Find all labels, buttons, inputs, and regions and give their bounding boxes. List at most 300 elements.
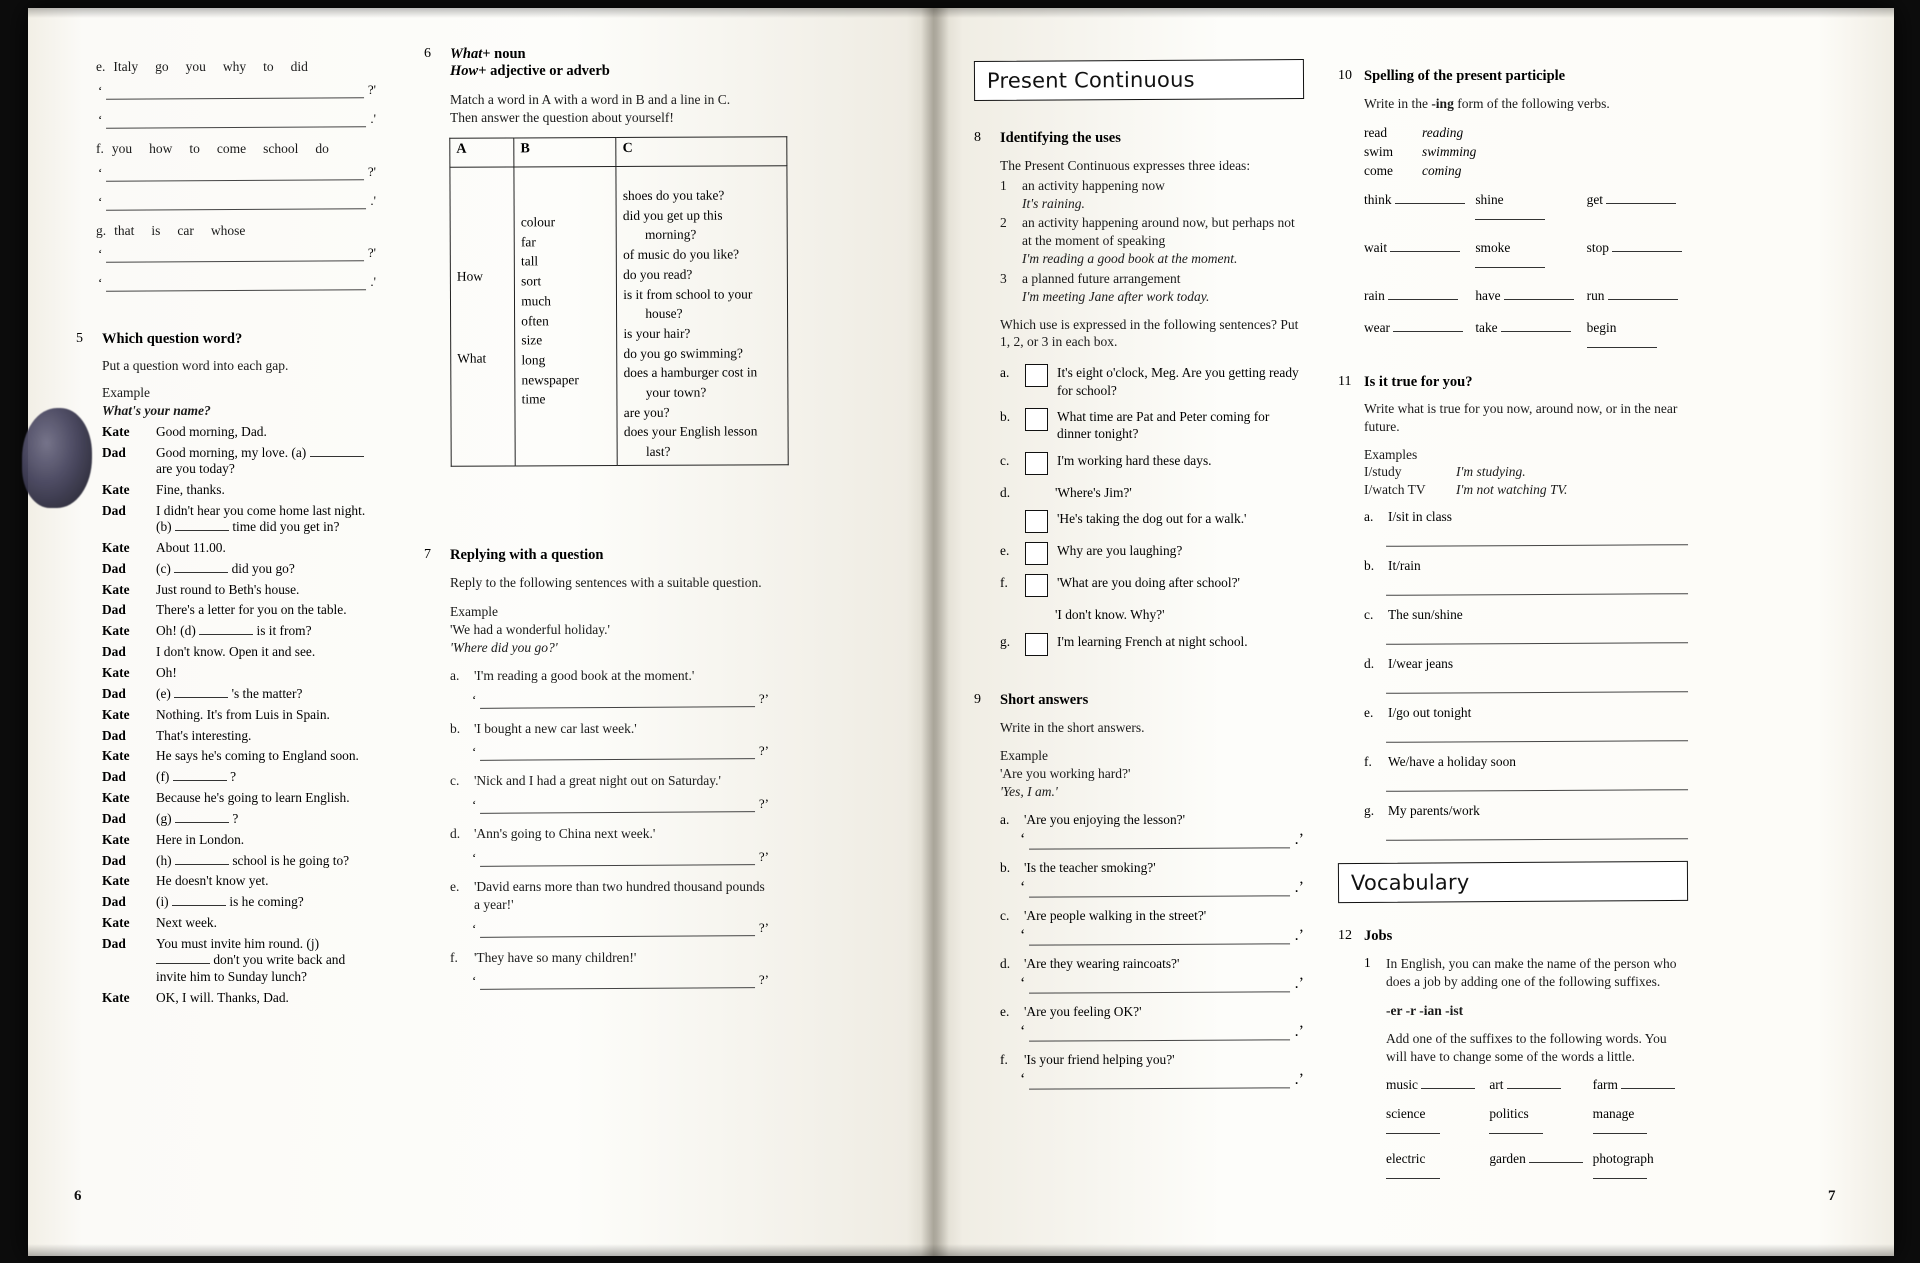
item-letter: a. xyxy=(1000,365,1010,381)
write-line[interactable] xyxy=(1029,928,1290,945)
exercise-5-example: What's your name? xyxy=(102,403,211,419)
right-column-two xyxy=(1338,68,1688,1196)
job-word-item xyxy=(1489,1151,1584,1183)
dialogue-speaker: Dad xyxy=(102,444,126,460)
dialogue-speaker: Kate xyxy=(102,915,130,931)
use-example: I'm reading a good book at the moment. xyxy=(1022,251,1238,267)
write-line[interactable] xyxy=(1029,1072,1290,1089)
dialogue-text: (e) 's the matter? xyxy=(156,685,303,701)
write-line[interactable] xyxy=(1386,723,1688,743)
job-answer-blank[interactable] xyxy=(1386,1167,1440,1179)
item-text: I'm working hard these days. xyxy=(1057,452,1212,468)
verb-answer-blank[interactable] xyxy=(1612,240,1682,252)
column-b-word: sort xyxy=(521,273,542,289)
left-column-one xyxy=(76,46,376,1019)
item-letter: f. xyxy=(1364,753,1372,769)
write-line[interactable] xyxy=(480,849,755,867)
exercise-9 xyxy=(974,692,1304,1089)
verb-label: wear xyxy=(1364,319,1391,335)
dialogue-text: He says he's coming to England soon. xyxy=(156,748,359,764)
use-checkbox[interactable] xyxy=(1025,452,1048,475)
exercise-7-item xyxy=(450,772,769,790)
write-line[interactable] xyxy=(480,973,755,991)
column-c-phrases xyxy=(623,169,782,462)
exercise-5 xyxy=(76,331,376,1005)
exercise-6-title-line2 xyxy=(450,63,769,80)
use-example: It's raining. xyxy=(1022,195,1085,211)
exercise-10 xyxy=(1338,68,1688,352)
use-row xyxy=(1000,177,1304,213)
item-text: Why are you laughing? xyxy=(1057,543,1183,559)
use-checkbox[interactable] xyxy=(1025,408,1048,431)
column-c-phrase: last? xyxy=(645,443,671,459)
checkbox-item xyxy=(1000,408,1304,443)
open-quote: ‘ xyxy=(472,744,477,760)
exercise-12-word-grid xyxy=(1386,1077,1688,1183)
dialogue-speaker: Kate xyxy=(102,748,130,764)
adjective-suffix: + adjective or adverb xyxy=(478,63,610,79)
line-tail: .' xyxy=(370,274,376,290)
dialogue-row xyxy=(102,769,376,785)
fill-blank[interactable] xyxy=(199,623,253,635)
write-line[interactable] xyxy=(480,744,755,762)
item-letter: f. xyxy=(450,949,458,965)
verb-blank-item xyxy=(1364,240,1465,272)
write-line[interactable] xyxy=(1029,880,1290,897)
answer-line[interactable] xyxy=(1020,927,1304,945)
example-answer: I'm studying. xyxy=(1456,464,1526,480)
exercise-11-examples xyxy=(1364,463,1688,499)
item-text: It's eight o'clock, Meg. Are you getting ready for school? xyxy=(1057,365,1299,398)
job-base-word: politics xyxy=(1489,1106,1529,1122)
verb-answer-blank[interactable] xyxy=(1395,192,1465,204)
exercise-7-example-answer: 'Where did you go?' xyxy=(450,639,558,655)
dialogue-speaker: Dad xyxy=(102,727,126,743)
exercise-6-instruction-line2: Then answer the question about yourself! xyxy=(450,109,674,125)
item-text: 'I'm reading a good book at the moment.' xyxy=(474,667,695,683)
item-text: 'Is the teacher smoking?' xyxy=(1024,859,1156,875)
fill-blank[interactable] xyxy=(174,561,228,573)
exercise-8-title: Identifying the uses xyxy=(1000,130,1121,146)
job-answer-blank[interactable] xyxy=(1593,1122,1647,1134)
exercise-11-item xyxy=(1364,656,1688,672)
item-text: 'They have so many children!' xyxy=(474,949,637,965)
job-word-item xyxy=(1489,1106,1584,1138)
exercise-9-example-question: 'Are you working hard?' xyxy=(1000,766,1131,782)
fill-blank[interactable] xyxy=(175,853,229,865)
open-quote: ‘ xyxy=(98,275,103,291)
answer-line[interactable] xyxy=(98,193,376,210)
exercise-8-number: 8 xyxy=(974,130,981,145)
dialogue-speaker: Kate xyxy=(102,790,130,806)
answer-line[interactable] xyxy=(472,972,769,989)
line-tail: ?’ xyxy=(758,690,769,706)
fill-blank[interactable] xyxy=(172,894,226,906)
item-letter: g. xyxy=(96,222,107,238)
write-line[interactable] xyxy=(106,246,364,264)
dialogue-row xyxy=(102,832,376,848)
exercise-7-instruction: Reply to the following sentences with a suitable question. xyxy=(450,575,762,591)
item-letter: d. xyxy=(1000,955,1011,971)
open-quote: ‘ xyxy=(98,164,103,180)
column-c-phrase: is your hair? xyxy=(623,325,691,341)
verb-label: wait xyxy=(1364,239,1388,255)
dialogue-text: Fine, thanks. xyxy=(156,481,225,497)
exercise-7-item xyxy=(450,720,769,738)
write-line[interactable] xyxy=(1386,772,1688,792)
exercise-9-item xyxy=(1000,908,1304,924)
item-letter: c. xyxy=(1364,606,1374,622)
dialogue-speaker: Dad xyxy=(102,560,126,576)
dialogue-speaker: Kate xyxy=(102,539,130,555)
dialogue-row xyxy=(102,915,376,931)
write-line[interactable] xyxy=(1386,821,1688,841)
scramble-word: come xyxy=(216,140,247,156)
column-b-word: colour xyxy=(520,213,556,230)
section-banner-present-continuous: Present Continuous xyxy=(974,59,1304,101)
job-answer-blank[interactable] xyxy=(1386,1122,1440,1134)
scramble-word: to xyxy=(189,140,200,156)
dialogue-text: Oh! xyxy=(156,665,177,680)
verb-answer-blank[interactable] xyxy=(1501,320,1571,332)
item-letter: e. xyxy=(1000,543,1010,559)
dialogue-row xyxy=(102,445,376,478)
dialogue-text: (c) did you go? xyxy=(156,560,295,576)
use-row xyxy=(1000,214,1304,267)
write-line[interactable] xyxy=(1386,625,1688,645)
job-base-word: manage xyxy=(1592,1106,1635,1122)
dialogue-row xyxy=(102,665,376,681)
exercise-12-number: 12 xyxy=(1338,927,1352,943)
item-letter: a. xyxy=(450,667,460,683)
verb-answer-blank[interactable] xyxy=(1475,208,1545,220)
answer-line[interactable] xyxy=(98,245,376,262)
open-quote: ‘ xyxy=(472,920,477,936)
verb-answer-blank[interactable] xyxy=(1587,336,1657,348)
item-letter: b. xyxy=(450,720,461,736)
exercise-11-item xyxy=(1364,754,1688,770)
line-tail: ?’ xyxy=(758,743,769,759)
line-tail: .’ xyxy=(1294,1070,1304,1088)
truth-example xyxy=(1364,481,1688,499)
item-letter: c. xyxy=(450,773,460,789)
write-line[interactable] xyxy=(106,275,366,293)
example-answer: I'm not watching TV. xyxy=(1456,482,1568,498)
dialogue-speaker: Kate xyxy=(102,665,130,680)
scramble-word: you xyxy=(111,140,133,156)
cell-column-b xyxy=(514,166,617,465)
line-tail: ?’ xyxy=(758,919,769,935)
column-a-word: How xyxy=(456,268,483,284)
fill-blank[interactable] xyxy=(310,445,364,457)
write-line[interactable] xyxy=(1029,976,1290,993)
job-base-word: farm xyxy=(1592,1077,1618,1093)
dialogue-row xyxy=(102,748,376,764)
item-letter: d. xyxy=(450,826,461,842)
column-c-phrase: is it from school to your xyxy=(623,285,753,302)
noun-suffix: + noun xyxy=(482,46,526,62)
answer-line[interactable] xyxy=(472,920,769,937)
exercise-7-example-label: Example xyxy=(450,604,498,620)
dialogue-text: Nothing. It's from Luis in Spain. xyxy=(156,706,330,722)
dialogue-row xyxy=(102,424,376,440)
use-body: a planned future arrangement I'm meeting Jane after work today. xyxy=(1022,270,1304,306)
fill-blank[interactable] xyxy=(175,519,229,531)
answer-line[interactable] xyxy=(98,82,376,99)
dialogue-speaker: Dad xyxy=(102,894,126,910)
item-text: 'I don't know. Why?' xyxy=(1055,607,1165,623)
answer-line[interactable] xyxy=(472,849,769,866)
verb-blank-item xyxy=(1475,288,1576,304)
job-answer-blank[interactable] xyxy=(1507,1077,1561,1089)
item-letter: a. xyxy=(1364,508,1374,524)
exercise-9-instruction: Write in the short answers. xyxy=(1000,719,1145,735)
answer-line[interactable] xyxy=(1020,831,1304,849)
dialogue-text: Next week. xyxy=(156,915,217,931)
job-answer-blank[interactable] xyxy=(1421,1077,1475,1089)
answer-line[interactable] xyxy=(1020,975,1304,993)
job-base-word: garden xyxy=(1489,1151,1526,1167)
dialogue-speaker: Dad xyxy=(102,685,126,701)
book-spread xyxy=(28,8,1894,1256)
dialogue-row xyxy=(102,582,376,598)
item-letter: f. xyxy=(1000,1051,1008,1067)
verb-answer-blank[interactable] xyxy=(1475,256,1545,268)
book-gutter xyxy=(921,8,949,1256)
use-checkbox[interactable] xyxy=(1025,510,1048,533)
exercise-10-verb-grid xyxy=(1364,192,1688,352)
job-answer-blank[interactable] xyxy=(1621,1077,1675,1089)
answer-line[interactable] xyxy=(472,691,769,708)
open-quote: ‘ xyxy=(1020,830,1026,848)
dialogue-row xyxy=(102,790,376,806)
exercise-11-item xyxy=(1364,509,1688,525)
item-letter: b. xyxy=(1000,408,1011,424)
write-line[interactable] xyxy=(1386,527,1688,547)
ing-form: coming xyxy=(1422,162,1462,178)
exercise-10-instruction xyxy=(1364,95,1688,113)
job-word-item xyxy=(1593,1151,1688,1183)
line-tail: .’ xyxy=(1294,974,1304,992)
exercise-6-number: 6 xyxy=(424,46,431,61)
participle-example xyxy=(1364,123,1688,142)
write-line[interactable] xyxy=(1386,576,1688,596)
table-header-row xyxy=(450,136,787,166)
item-text: 'Nick and I had a great night out on Saturday.' xyxy=(474,773,721,789)
job-answer-blank[interactable] xyxy=(1593,1167,1647,1179)
dialogue-row xyxy=(102,561,376,577)
dialogue-row xyxy=(102,540,376,556)
ex10-instr-post: form of the following verbs. xyxy=(1453,96,1610,111)
exercise-9-item xyxy=(1000,1052,1304,1068)
fill-blank[interactable] xyxy=(175,811,229,823)
verb-blank-item xyxy=(1587,320,1688,352)
exercise-9-items xyxy=(1000,812,1304,1089)
job-word-item xyxy=(1489,1077,1584,1093)
use-checkbox[interactable] xyxy=(1025,542,1048,565)
dialogue-row xyxy=(102,990,376,1006)
dialogue-text: He doesn't know yet. xyxy=(156,873,269,889)
left-column-two xyxy=(424,46,769,1002)
exercise-11-number: 11 xyxy=(1338,373,1352,389)
open-quote: ‘ xyxy=(98,246,103,262)
item-text: My parents/work xyxy=(1388,802,1480,818)
scramble-word: go xyxy=(155,59,169,74)
exercise-5-instruction: Put a question word into each gap. xyxy=(102,358,289,374)
use-checkbox[interactable] xyxy=(1025,574,1048,597)
item-text: I/wear jeans xyxy=(1388,655,1454,671)
item-letter: d. xyxy=(1364,655,1375,671)
write-line[interactable] xyxy=(106,111,366,129)
use-number: 2 xyxy=(1000,215,1007,231)
job-word-item xyxy=(1386,1106,1481,1138)
verb-label: begin xyxy=(1586,319,1617,335)
item-letter: e. xyxy=(1000,1003,1010,1019)
exercise-9-item xyxy=(1000,812,1304,828)
folio-right: 7 xyxy=(1828,1188,1836,1204)
dialogue-speaker: Kate xyxy=(102,423,130,439)
verb-answer-blank[interactable] xyxy=(1390,240,1460,252)
line-tail: ?' xyxy=(367,163,376,179)
use-body: an activity happening now It's raining. xyxy=(1022,177,1304,213)
job-answer-blank[interactable] xyxy=(1489,1122,1543,1134)
scramble-word: car xyxy=(177,222,194,238)
ex6-instr-1: Match a word in A with a word in B and a line in C. xyxy=(450,92,731,107)
match-table xyxy=(449,136,788,466)
exercise-7-item xyxy=(450,667,769,685)
section-banner-vocabulary: Vocabulary xyxy=(1338,861,1688,903)
column-a-word: What xyxy=(457,349,487,366)
dialogue-speaker: Dad xyxy=(102,502,126,518)
column-c-phrase: your town? xyxy=(645,384,707,400)
fill-blank[interactable] xyxy=(174,686,228,698)
exercise-11-example-label: Examples xyxy=(1364,446,1418,462)
write-line[interactable] xyxy=(106,82,364,100)
column-b-word: long xyxy=(521,351,546,367)
fill-blank[interactable] xyxy=(156,952,210,964)
exercise-7-items xyxy=(450,667,769,990)
dialogue-row xyxy=(102,482,376,498)
write-line[interactable] xyxy=(1029,1024,1290,1041)
item-text: 'He's taking the dog out for a walk.' xyxy=(1057,511,1247,527)
open-quote: ‘ xyxy=(98,82,103,98)
dialogue-row xyxy=(102,707,376,723)
table-body-row xyxy=(450,165,788,465)
write-line[interactable] xyxy=(480,796,755,814)
verb-label: have xyxy=(1475,287,1501,303)
dialogue-row xyxy=(102,602,376,618)
use-number: 1 xyxy=(1000,177,1007,193)
checkbox-item xyxy=(1000,510,1304,533)
exercise-5-example-label: Example xyxy=(102,385,150,401)
write-line[interactable] xyxy=(480,920,755,938)
verb-label: get xyxy=(1586,191,1604,207)
base-verb: swim xyxy=(1364,143,1394,159)
exercise-9-example-answer: 'Yes, I am.' xyxy=(1000,784,1058,800)
exercise-12-part1 xyxy=(1364,955,1688,1183)
use-checkbox[interactable] xyxy=(1025,364,1048,387)
line-tail: ?’ xyxy=(758,848,769,864)
answer-line[interactable] xyxy=(1020,879,1304,897)
verb-answer-blank[interactable] xyxy=(1608,288,1678,300)
write-line[interactable] xyxy=(106,164,364,182)
verb-answer-blank[interactable] xyxy=(1606,192,1676,204)
example-prompt: I/study xyxy=(1364,464,1402,480)
checkbox-item xyxy=(1000,452,1304,475)
answer-line[interactable] xyxy=(98,111,376,128)
dialogue-text: (g) ? xyxy=(156,810,239,826)
column-a-words xyxy=(456,170,508,368)
dialogue-speaker: Dad xyxy=(102,810,126,826)
verb-label: smoke xyxy=(1475,239,1511,255)
item-letter: g. xyxy=(1000,633,1011,649)
answer-line[interactable] xyxy=(472,743,769,760)
item-text: 'Ann's going to China next week.' xyxy=(474,826,656,842)
fill-blank[interactable] xyxy=(173,769,227,781)
page-top-shadow xyxy=(28,8,1894,18)
use-number: 3 xyxy=(1000,270,1007,286)
verb-blank-item xyxy=(1475,240,1576,272)
open-quote: ‘ xyxy=(1020,1022,1026,1040)
column-header-a: A xyxy=(450,138,514,167)
dialogue-speaker: Kate xyxy=(102,831,130,847)
item-text: I'm learning French at night school. xyxy=(1057,633,1248,649)
exercise-8 xyxy=(974,130,1304,656)
use-checkbox[interactable] xyxy=(1025,633,1048,656)
item-letter: a. xyxy=(1000,811,1010,827)
exercise-5-number: 5 xyxy=(76,331,83,347)
verb-answer-blank[interactable] xyxy=(1504,288,1574,300)
item-text: 'Are they wearing raincoats?' xyxy=(1024,955,1180,971)
write-line[interactable] xyxy=(480,691,755,709)
dialogue-text: You must invite him round. (j) don't you write back and invite him to Sunday lunch? xyxy=(156,935,346,984)
write-line[interactable] xyxy=(1386,674,1688,694)
ing-keyword: -ing xyxy=(1431,96,1454,111)
answer-line[interactable] xyxy=(1020,1023,1304,1041)
write-line[interactable] xyxy=(106,193,366,211)
cell-column-c xyxy=(616,165,788,465)
truth-example xyxy=(1364,463,1688,481)
column-c-phrase: did you get up this xyxy=(622,206,723,223)
answer-line[interactable] xyxy=(98,274,376,291)
line-tail: ?' xyxy=(367,81,376,97)
exercise-12-title: Jobs xyxy=(1364,927,1393,944)
exercise-7-example-prompt: 'We had a wonderful holiday.' xyxy=(450,622,610,638)
job-base-word: science xyxy=(1386,1106,1426,1122)
scramble-word: to xyxy=(263,59,274,74)
exercise-11-title: Is it true for you? xyxy=(1364,373,1473,390)
dialogue-text: There's a letter for you on the table. xyxy=(156,602,347,618)
exercise-12 xyxy=(1338,928,1688,1183)
dialogue-speaker: Dad xyxy=(102,935,126,951)
item-text: 'David earns more than two hundred thousand pounds a year!' xyxy=(474,878,765,912)
answer-line[interactable] xyxy=(98,164,376,181)
folio-left: 6 xyxy=(74,1188,82,1204)
column-b-word: newspaper xyxy=(521,371,579,387)
scramble-row xyxy=(76,222,376,240)
what-keyword: What xyxy=(450,46,483,62)
write-line[interactable] xyxy=(1029,832,1290,849)
exercise-11-item xyxy=(1364,705,1688,721)
exercise-11 xyxy=(1338,374,1688,840)
verb-answer-blank[interactable] xyxy=(1388,288,1458,300)
open-quote: ‘ xyxy=(1020,974,1026,992)
answer-line[interactable] xyxy=(472,796,769,813)
example-prompt: I/watch TV xyxy=(1364,482,1426,498)
job-answer-blank[interactable] xyxy=(1529,1151,1583,1163)
verb-answer-blank[interactable] xyxy=(1393,320,1463,332)
answer-line[interactable] xyxy=(1020,1071,1304,1089)
